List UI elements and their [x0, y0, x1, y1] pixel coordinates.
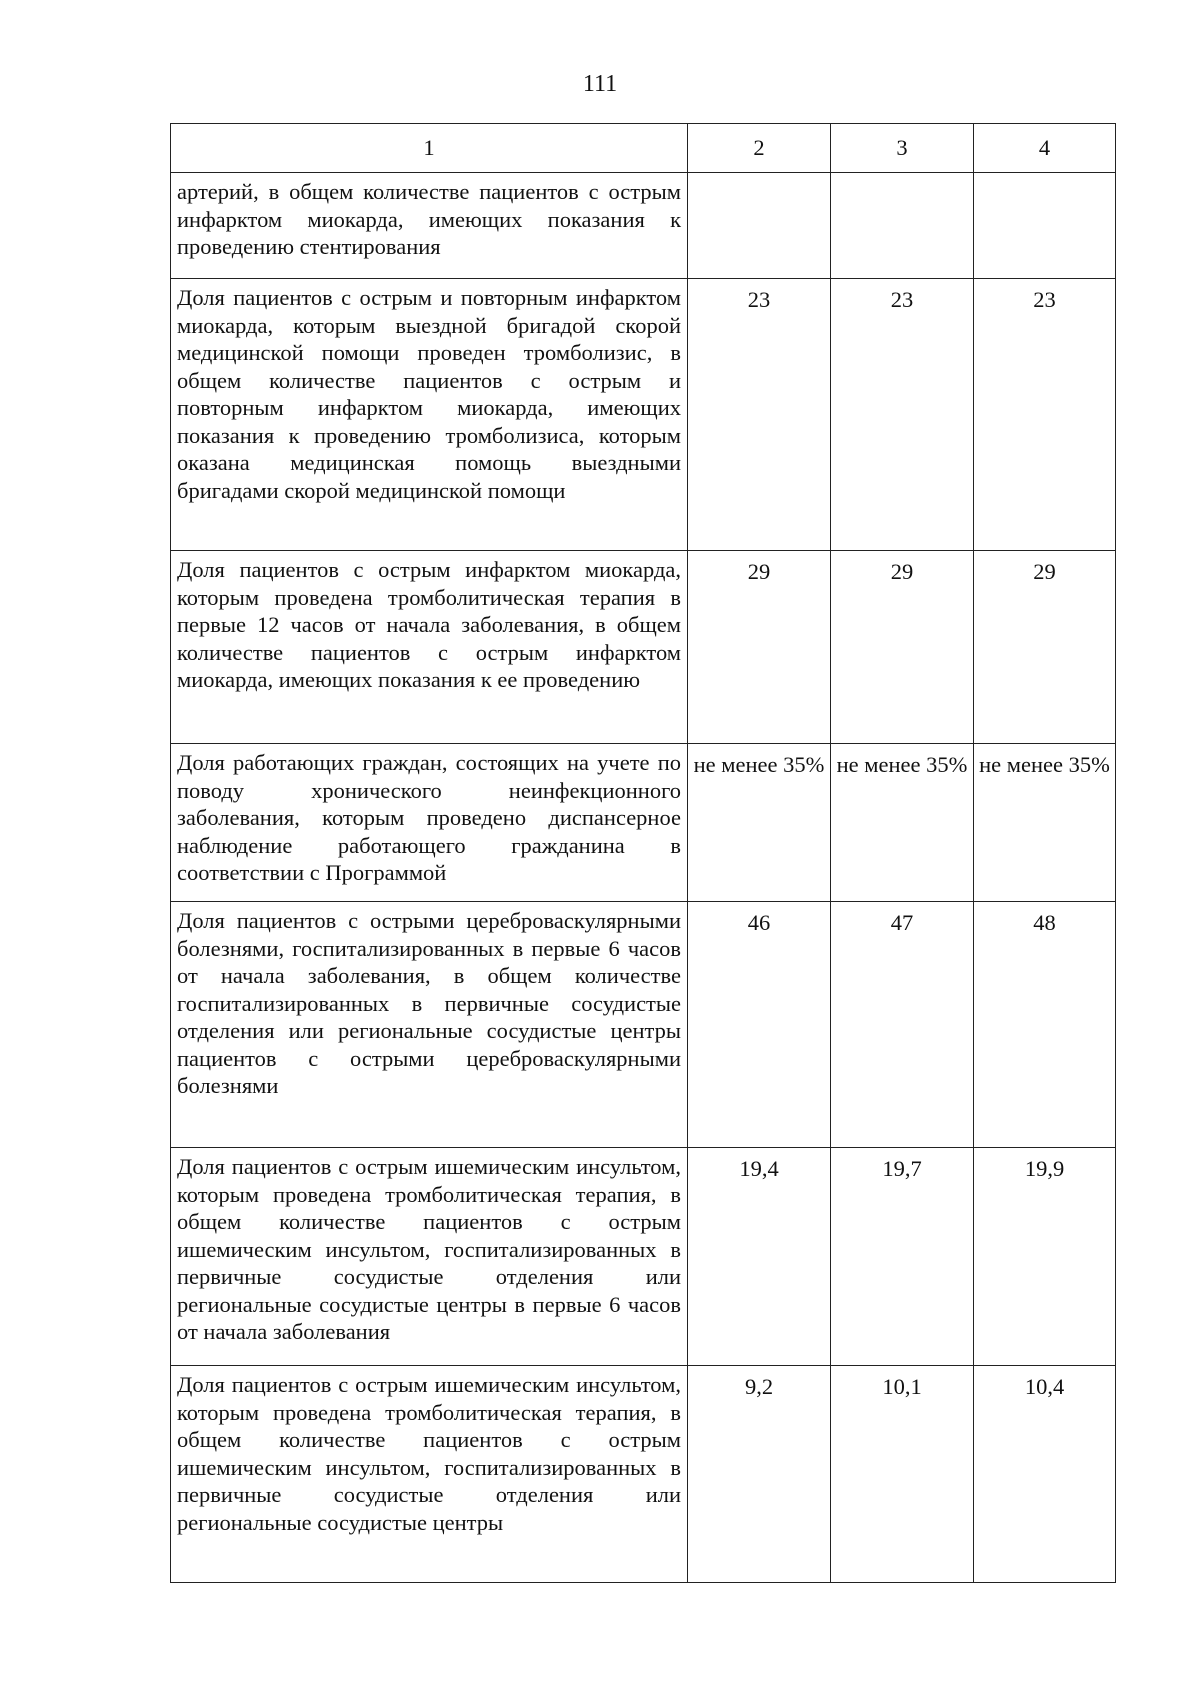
indicator-value-col-2 — [688, 173, 831, 279]
indicator-value-col-4: 10,4 — [974, 1366, 1116, 1583]
indicator-value-col-4 — [974, 173, 1116, 279]
page-number: 111 — [582, 71, 618, 97]
indicator-value-col-2: 19,4 — [688, 1148, 831, 1366]
header-cell-col-2: 2 — [688, 124, 831, 173]
indicator-description: Доля пациентов с острым и повторным инфарктом миокарда, которым выездной бригадой скорой медицинской помощи проведен тромболизис, в общем количестве пациентов с острым и повторным инфарктом миокарда, имеющих показания к проведению тромболизиса, которым оказана медицинская помощь выездными бригадами скорой медицинской помощи — [171, 279, 688, 551]
indicator-value-col-2: не менее 35% — [688, 744, 831, 902]
indicator-value-col-3: 10,1 — [831, 1366, 974, 1583]
indicator-value-col-4: 23 — [974, 279, 1116, 551]
header-cell-col-3: 3 — [831, 124, 974, 173]
table-row — [171, 902, 1116, 1148]
table-header-row — [171, 124, 1116, 173]
indicator-value-col-2: 29 — [688, 551, 831, 744]
table-row — [171, 1366, 1116, 1583]
indicator-description: Доля пациентов с острым инфарктом миокарда, которым проведена тромболитическая терапия в первые 12 часов от начала заболевания, в общем количестве пациентов с острым инфарктом миокарда, имеющих показания к ее проведению — [171, 551, 688, 744]
indicators-table — [170, 123, 1116, 1583]
indicator-description: Доля пациентов с острым ишемическим инсультом, которым проведена тромболитическая терапия, в общем количестве пациентов с острым ишемическим инсультом, госпитализированных в первичные сосудистые отделения или региональные сосудистые центры в первые 6 часов от начала заболевания — [171, 1148, 688, 1366]
table-row — [171, 279, 1116, 551]
table-row — [171, 173, 1116, 279]
indicator-value-col-2: 46 — [688, 902, 831, 1148]
indicator-value-col-3: 29 — [831, 551, 974, 744]
indicator-value-col-4: 29 — [974, 551, 1116, 744]
indicator-value-col-2: 23 — [688, 279, 831, 551]
table-row — [171, 744, 1116, 902]
indicator-value-col-2: 9,2 — [688, 1366, 831, 1583]
indicator-value-col-3: 23 — [831, 279, 974, 551]
indicator-description: Доля работающих граждан, состоящих на учете по поводу хронического неинфекционного заболевания, которым проведено диспансерное наблюдение работающего гражданина в соответствии с Программой — [171, 744, 688, 902]
indicator-value-col-3 — [831, 173, 974, 279]
indicator-description: артерий, в общем количестве пациентов с острым инфарктом миокарда, имеющих показания к проведению стентирования — [171, 173, 688, 279]
indicator-value-col-3: 47 — [831, 902, 974, 1148]
header-cell-col-1: 1 — [171, 124, 688, 173]
indicator-value-col-4: 19,9 — [974, 1148, 1116, 1366]
indicator-value-col-3: 19,7 — [831, 1148, 974, 1366]
indicator-value-col-4: не менее 35% — [974, 744, 1116, 902]
indicator-value-col-4: 48 — [974, 902, 1116, 1148]
table-row — [171, 551, 1116, 744]
table-row — [171, 1148, 1116, 1366]
indicator-description: Доля пациентов с острыми цереброваскулярными болезнями, госпитализированных в первые 6 часов от начала заболевания, в общем количестве госпитализированных в первичные сосудистые отделения или региональные сосудистые центры пациентов с острыми цереброваскулярными болезнями — [171, 902, 688, 1148]
header-cell-col-4: 4 — [974, 124, 1116, 173]
indicator-value-col-3: не менее 35% — [831, 744, 974, 902]
indicator-description: Доля пациентов с острым ишемическим инсультом, которым проведена тромболитическая терапия, в общем количестве пациентов с острым ишемическим инсультом, госпитализированных в первичные сосудистые отделения или региональные сосудистые центры — [171, 1366, 688, 1583]
